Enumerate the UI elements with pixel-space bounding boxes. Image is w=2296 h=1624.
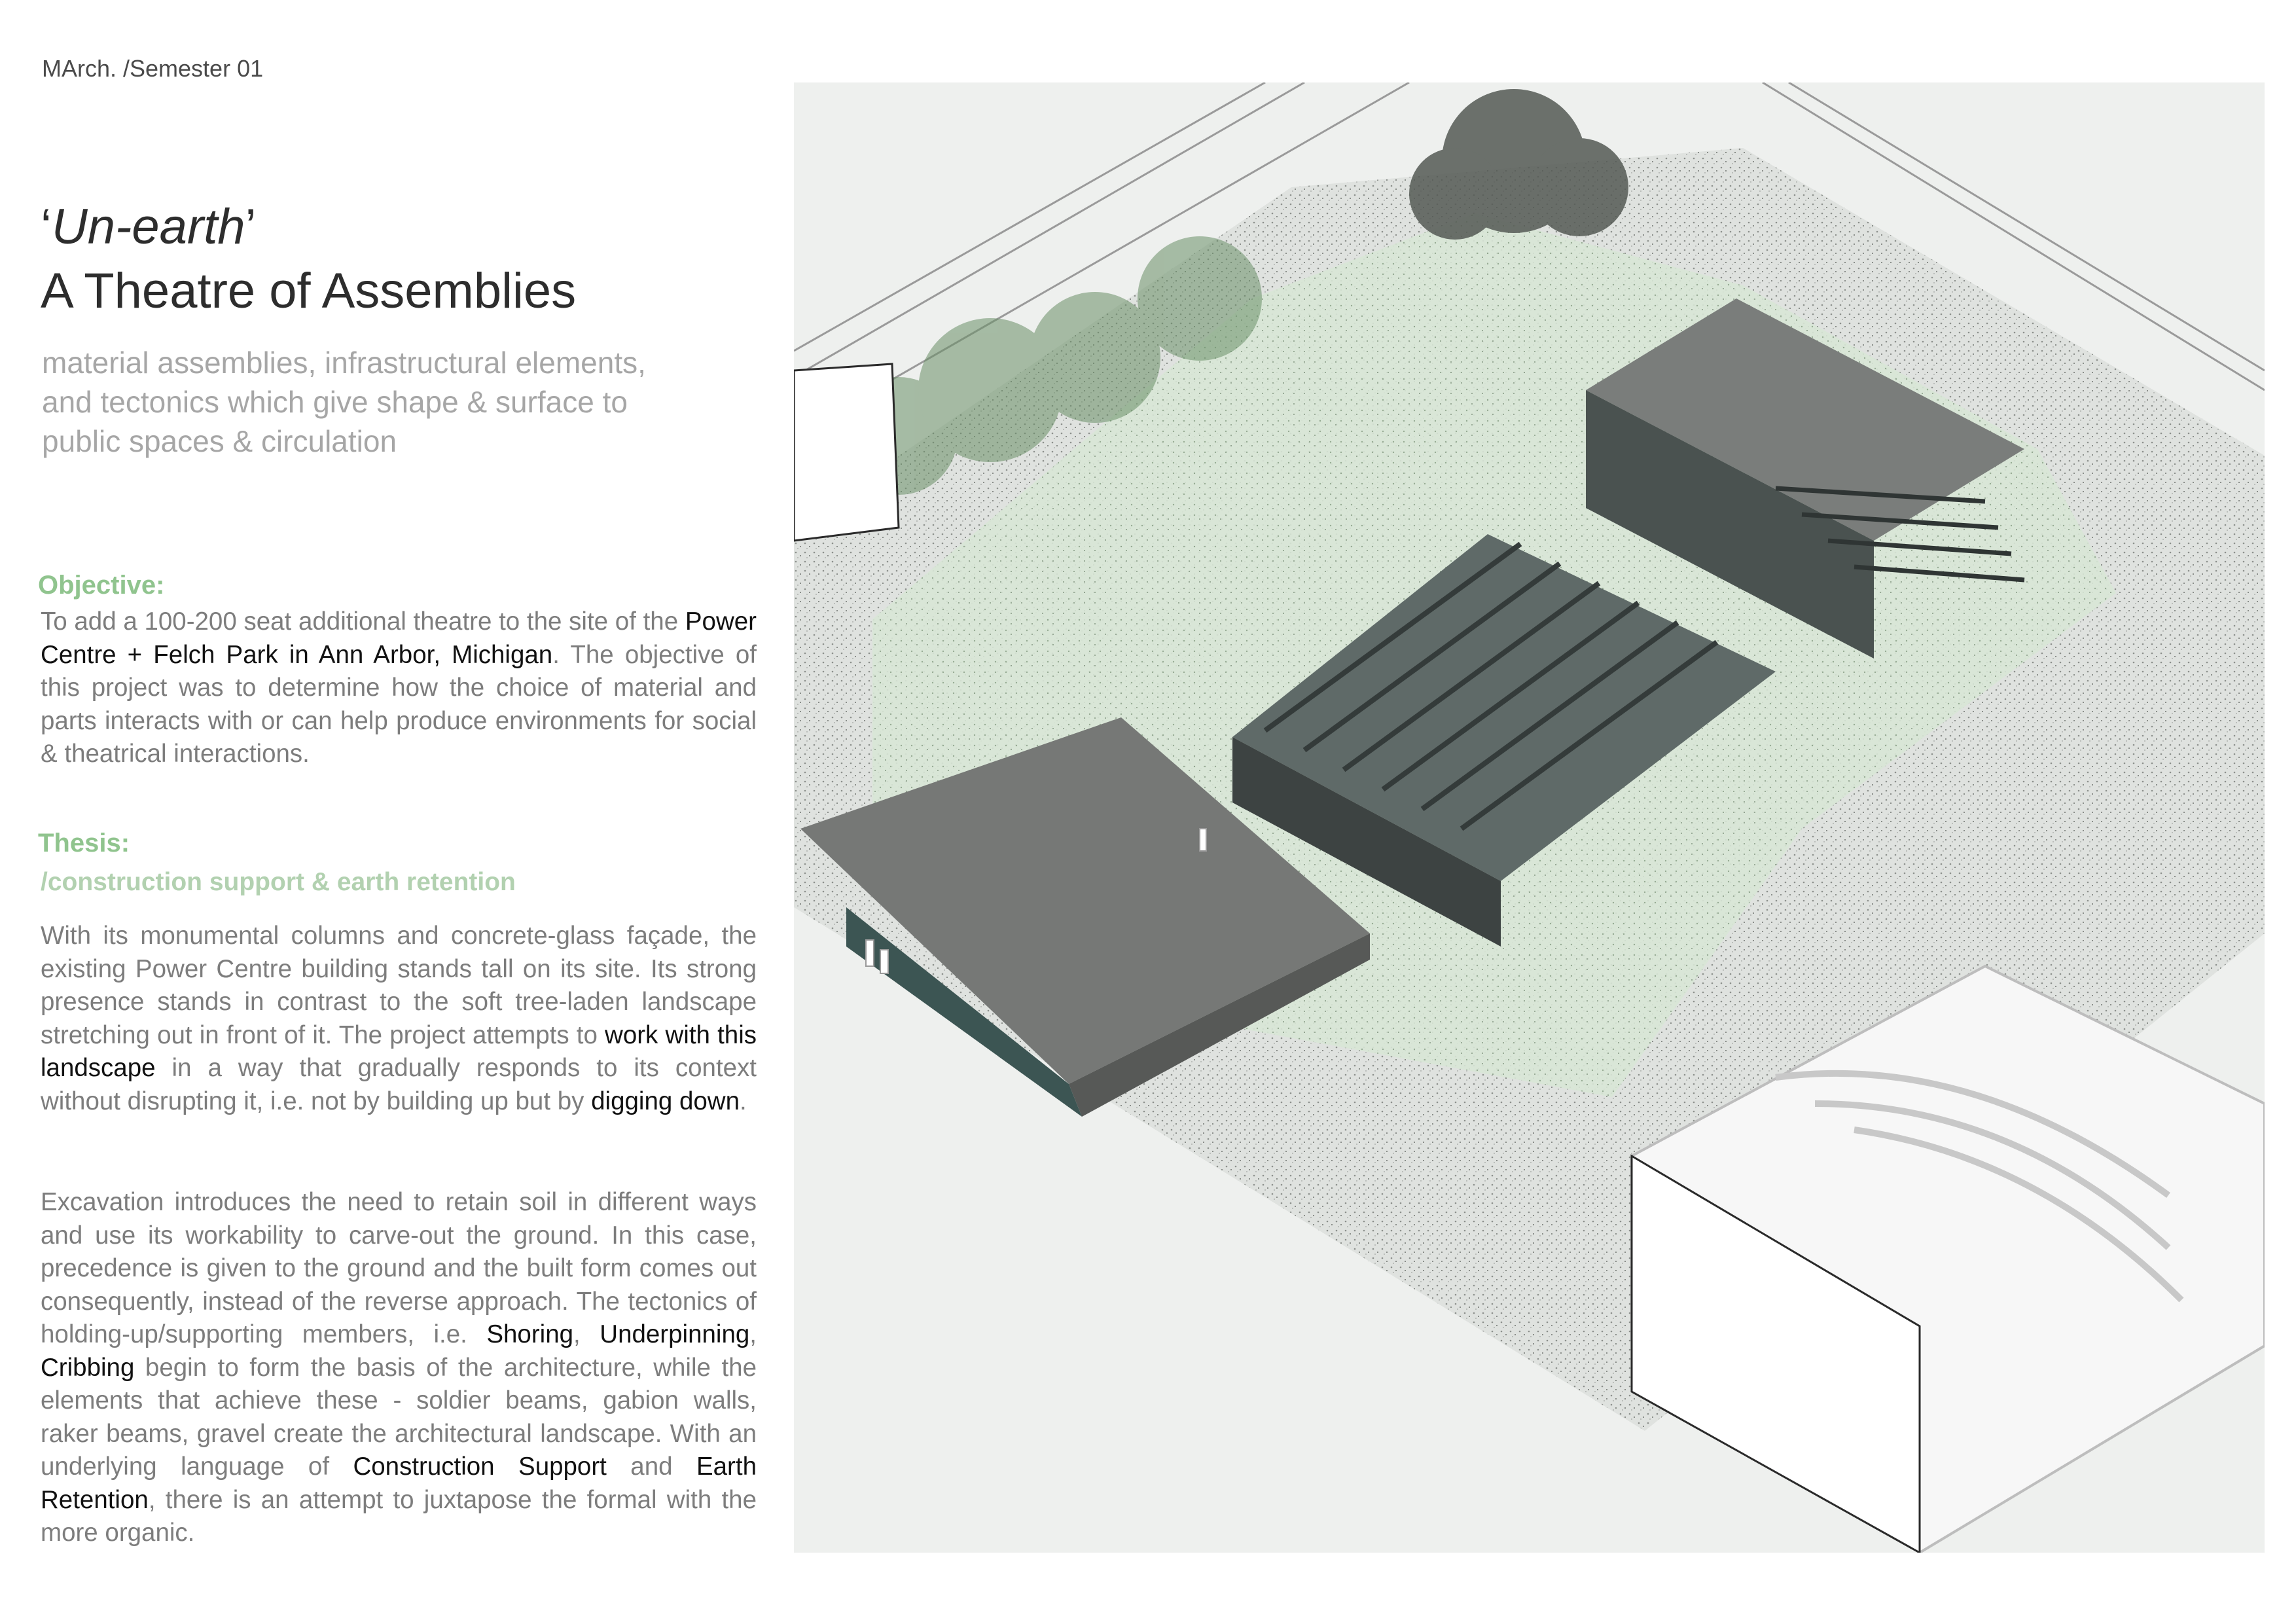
dark-tree [1409, 89, 1628, 240]
title-line-1: ‘Un-earth’ [41, 199, 257, 255]
subtitle-line: public spaces & circulation [42, 424, 397, 458]
thesis-heading: Thesis: [38, 829, 130, 857]
axonometric-drawing [794, 82, 2265, 1553]
objective-heading: Objective: [38, 571, 165, 600]
thesis-paragraph-2: Excavation introduces the need to retain soil in different ways and use its workability to carve-out the ground. In this case, precedence is given to the ground and the built form comes out consequently, instead of the reverse approach. The tectonics of holding-up/supporting members, i.e. Shoring, Underpinning, Cribbing begin to form the basis of the architecture, while the elements that achieve these - soldier beams, gabion walls, raker beams, gravel create the architectural landscape. With an underlying language of Construction Support and Earth Retention, there is an attempt to juxtapose the formal with the more organic. [41, 1188, 757, 1547]
title-italic: Un-earth [51, 199, 245, 255]
emphasis-construction-support: Construction Support [353, 1453, 607, 1481]
axonometric-svg [794, 82, 2265, 1553]
title-line-2: A Theatre of Assemblies [41, 263, 577, 319]
emphasis-shoring: Shoring [486, 1320, 574, 1348]
subtitle [42, 343, 755, 461]
page-title [41, 195, 576, 323]
bus [794, 364, 899, 541]
objective-paragraph: To add a 100-200 seat additional theatre to the site of the Power Centre + Felch Park in Ann Arbor, Michigan. The objective of this project was to determine how the choice of material and parts interacts with or can help produce environments for social & theatrical interactions. [41, 607, 757, 768]
subtitle-line: material assemblies, infrastructural elements, [42, 346, 646, 380]
thesis-subheading: /construction support & earth retention [41, 868, 516, 896]
emphasis-landscape: work with this landscape [41, 1020, 757, 1082]
site-emphasis: Power Centre + Felch Park in Ann Arbor, Michigan [41, 607, 757, 669]
semester-label: MArch. /Semester 01 [42, 55, 264, 82]
emphasis-cribbing: Cribbing [41, 1353, 135, 1382]
subtitle-line: and tectonics which give shape & surface to [42, 385, 628, 419]
thesis-paragraph-1: With its monumental columns and concrete-glass façade, the existing Power Centre building stands tall on its site. Its strong presence stands in contrast to the soft tree-laden landscape stretching out in front of it. The project attempts to work with this landscape in a way that gradually responds to its context without disrupting it, i.e. not by building up but by digging down. [41, 922, 757, 1115]
emphasis-digging: digging down [591, 1087, 740, 1115]
emphasis-underpinning: Underpinning [600, 1320, 750, 1348]
emphasis-earth-retention: Earth Retention [41, 1453, 757, 1514]
